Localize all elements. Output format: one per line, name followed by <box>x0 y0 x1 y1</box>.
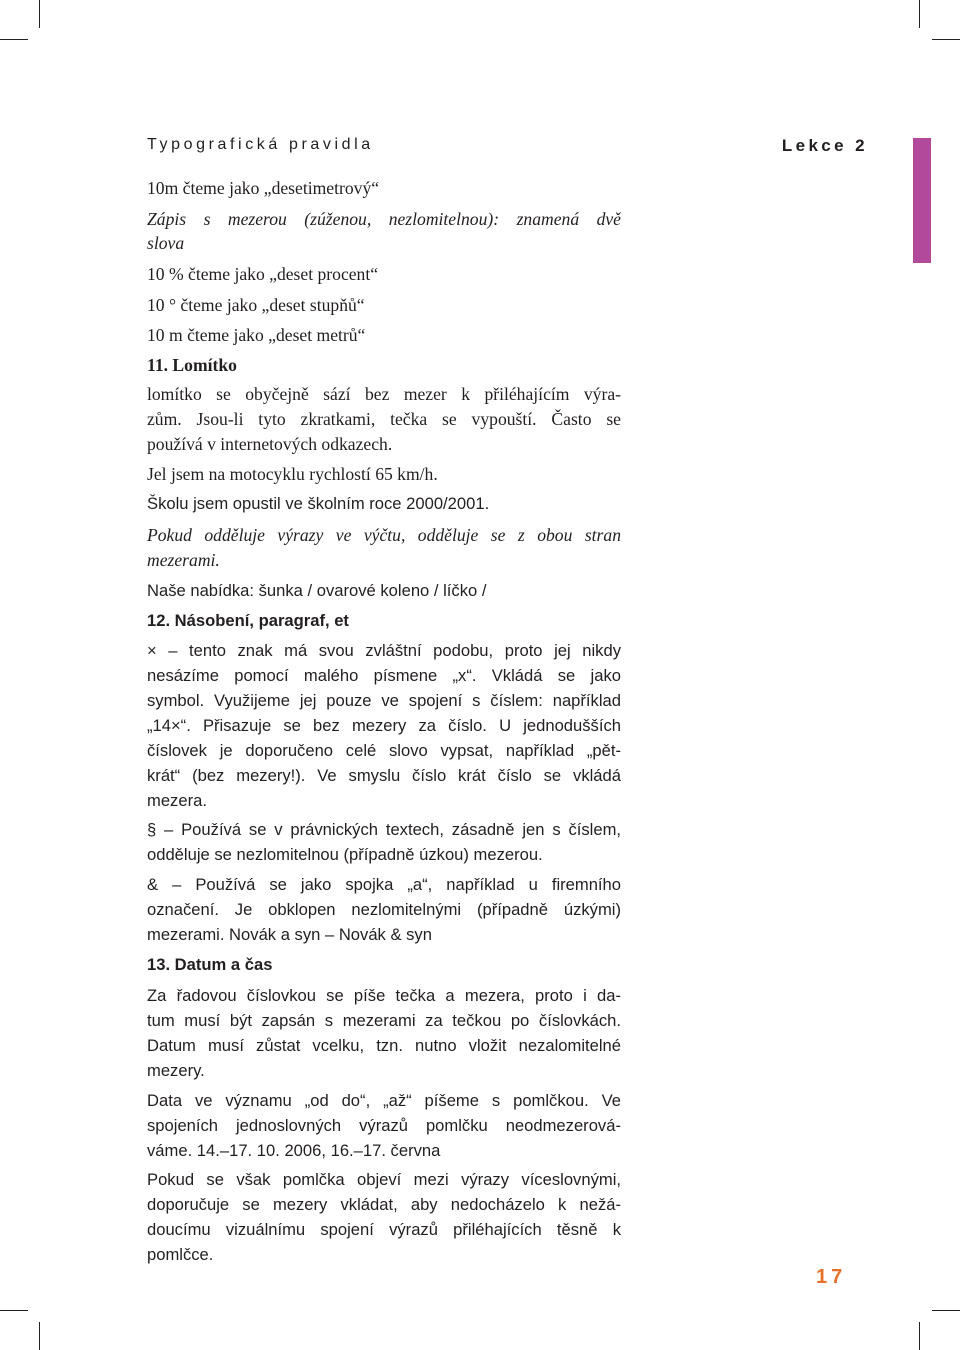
text-line: 10 % čteme jako „deset procent“ <box>147 264 379 284</box>
section-heading: 13. Datum a čas <box>147 955 273 974</box>
text-line: lomítko se obyčejně sází bez mezer k přiléhajícím výra- <box>147 384 621 404</box>
text-line: § – Používá se v právnických textech, zásadně jen s číslem, <box>147 820 621 839</box>
text-line: mezerami. <box>147 550 220 570</box>
text-line: 10 m čteme jako „deset metrů“ <box>147 325 366 345</box>
crop-mark-bottom-right-vertical <box>919 1322 920 1350</box>
text-line: tum musí být zapsán s mezerami za tečkou po číslovkách. <box>147 1011 621 1030</box>
text-line: mezerami. Novák a syn – Novák & syn <box>147 925 432 944</box>
text-line: spojeních jednoslovných výrazů pomlčku neodmezerová- <box>147 1116 621 1135</box>
text-line: Pokud se však pomlčka objeví mezi výrazy víceslovnými, <box>147 1170 621 1189</box>
text-line: & – Používá se jako spojka „a“, například u firemního <box>147 875 621 894</box>
text-line: Data ve významu „od do“, „až“ píšeme s pomlčkou. Ve <box>147 1091 621 1110</box>
section-heading: 12. Násobení, paragraf, et <box>147 611 349 630</box>
text-line: označení. Je obklopen nezlomitelnými (případně úzkými) <box>147 900 621 919</box>
text-line: odděluje se nezlomitelnou (případně úzkou) mezerou. <box>147 845 543 864</box>
text-line: Školu jsem opustil ve školním roce 2000/2001. <box>147 494 490 513</box>
text-line: symbol. Využijeme jej pouze ve spojení s číslem: například <box>147 691 621 710</box>
text-line: krát“ (bez mezery!). Ve smyslu číslo krát číslo se vkládá <box>147 766 621 785</box>
text-line: váme. 14.–17. 10. 2006, 16.–17. června <box>147 1141 441 1160</box>
lesson-label: Lekce 2 <box>781 136 868 155</box>
page-number: 17 <box>816 1266 847 1288</box>
text-line: Za řadovou číslovkou se píše tečka a mezera, proto i da- <box>147 986 621 1005</box>
text-line: doporučuje se mezery vkládat, aby nedocházelo k nežá- <box>147 1195 621 1214</box>
text-line: nesázíme pomocí malého písmene „x“. Vkládá se jako <box>147 666 621 685</box>
crop-mark-bottom-left-horizontal <box>0 1310 28 1311</box>
section-heading: 11. Lomítko <box>147 355 237 375</box>
text-line: Pokud odděluje výrazy ve výčtu, odděluje se z obou stran <box>147 525 621 545</box>
text-line: Datum musí zůstat vcelku, tzn. nutno vložit nezalomitelné <box>147 1036 621 1055</box>
crop-mark-bottom-left-vertical <box>39 1322 40 1350</box>
text-line: mezera. <box>147 791 207 810</box>
text-line: 10 ° čteme jako „deset stupňů“ <box>147 295 365 315</box>
text-line: 10m čteme jako „desetimetrový“ <box>147 178 380 198</box>
running-header: Typografická pravidla <box>147 136 374 153</box>
text-line: „14×“. Přisazuje se bez mezery za číslo. U jednodušších <box>147 716 621 735</box>
text-line: používá v internetových odkazech. <box>147 434 393 454</box>
crop-mark-top-right-vertical <box>919 0 920 28</box>
section-color-tab <box>913 138 931 263</box>
text-line: mezery. <box>147 1061 205 1080</box>
text-line: Zápis s mezerou (zúženou, nezlomitelnou): znamená dvě <box>147 209 621 229</box>
text-line: pomlčce. <box>147 1245 214 1264</box>
text-line: slova <box>147 233 185 253</box>
text-line: číslovek je doporučeno celé slovo vypsat, například „pět- <box>147 741 621 760</box>
crop-mark-top-right-horizontal <box>932 39 960 40</box>
crop-mark-top-left-vertical <box>39 0 40 28</box>
text-line: Naše nabídka: šunka / ovarové koleno / líčko / <box>147 581 487 600</box>
text-line: zům. Jsou-li tyto zkratkami, tečka se vypouští. Často se <box>147 409 621 429</box>
crop-mark-top-left-horizontal <box>0 39 28 40</box>
crop-mark-bottom-right-horizontal <box>932 1310 960 1311</box>
text-line: doucímu vizuálnímu spojení výrazů přiléhajících těsně k <box>147 1220 621 1239</box>
text-line: × – tento znak má svou zvláštní podobu, proto jej nikdy <box>147 641 621 660</box>
text-line: Jel jsem na motocyklu rychlostí 65 km/h. <box>147 464 438 484</box>
